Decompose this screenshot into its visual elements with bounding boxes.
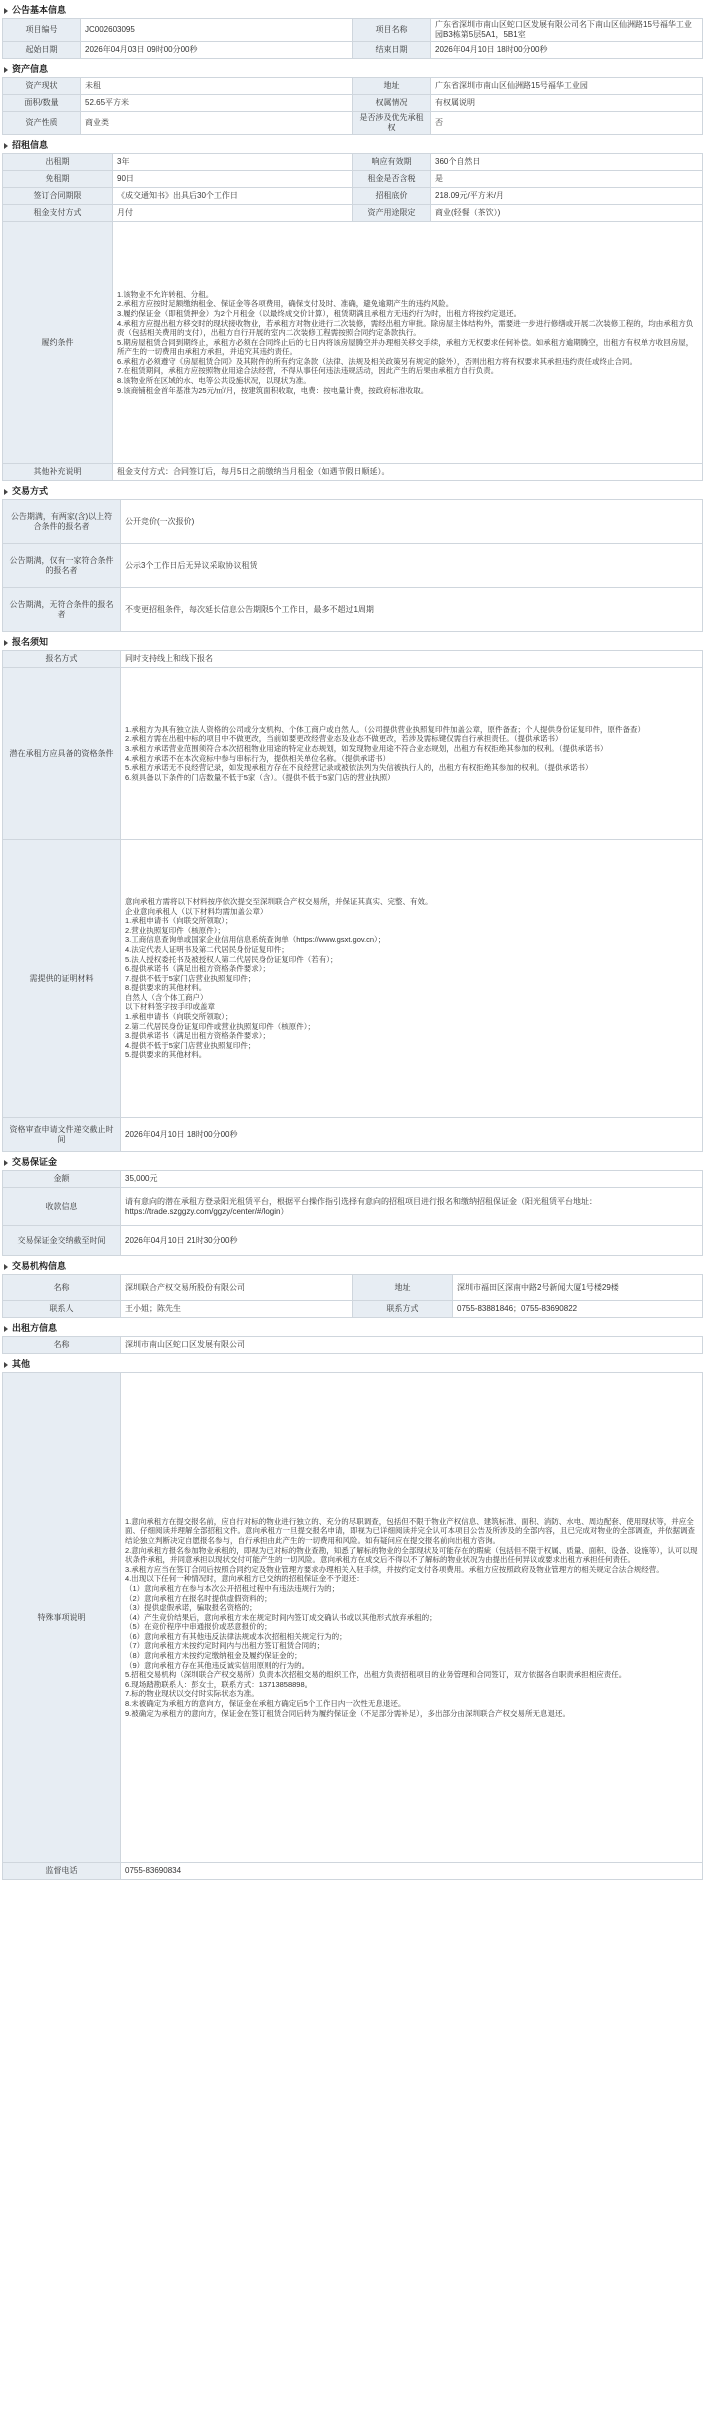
section-title-trade: 交易方式 (0, 483, 704, 499)
lease-tax-label: 租金是否含税 (353, 171, 431, 188)
special-item: 7.标的物业现状以交付时实际状态为准。 (125, 1689, 259, 1699)
signup-deadline-label: 资格审查申请文件递交截止时间 (3, 1118, 121, 1152)
doc-item: 5.提供要求的其他材料。 (125, 1050, 207, 1060)
special-item: 9.被确定为承租方的意向方，保证金在签订租赁合同后转为履约保证金（不足部分需补足），多出部分由深圳联合产权交易所无息退还。 (125, 1708, 571, 1718)
special-item: （8）意向承租方未按约定缴纳租金及履约保证金的； (125, 1651, 302, 1661)
special-item: （2）意向承租方在报名时提供虚假资料的； (125, 1593, 272, 1603)
lease-term-item: 4.承租方应提出租方移交时的现状接收物业，若承租方对物业进行二次装修，需经出租方审批。除房屋主体结构外，需要进一步进行修缮或开展二次装修工程的，均由承租方负责（包括相关费用的支付），出租方自行开展的室内二次装修工程需按照合同约定条款执行。 (117, 318, 694, 338)
asset-address-label: 地址 (353, 78, 431, 95)
doc-item: 意向承租方需将以下材料按序依次提交至深圳联合产权交易所，并保证其真实、完整、有效。 (125, 896, 433, 906)
lease-term-item: 1.该物业不允许转租、分租。 (117, 289, 214, 299)
special-item: （4）产生竞价结果后，意向承租方未在规定时间内签订成交确认书或以其他形式放弃承租的； (125, 1612, 437, 1622)
special-item: （7）意向承租方未按约定时间内与出租方签订租赁合同的； (125, 1641, 325, 1651)
lease-term-item: 7.在租赁期间，承租方应按照物业用途合法经营，不得从事任何违法违规活动，因此产生的后果由承租方自行负责。 (117, 366, 499, 376)
lease-contract-value: 《成交通知书》出具后30个工作日 (113, 188, 353, 205)
org-address-label: 地址 (353, 1275, 453, 1301)
section-title-lessor: 出租方信息 (0, 1320, 704, 1336)
lease-term-item: 6.承租方必须遵守《房屋租赁合同》及其附件的所有约定条款（法律、法规及相关政策另有规定的除外），否则出租方将有权要求其承担违约责任或终止合同。 (117, 356, 638, 366)
lease-other-label: 其他补充说明 (3, 464, 113, 481)
org-phone-label: 联系方式 (353, 1301, 453, 1318)
doc-item: 5.法人授权委托书及被授权人第二代居民身份证复印件（若有）； (125, 954, 338, 964)
project-no-value: JC002603095 (81, 19, 353, 42)
lessor-name-label: 名称 (3, 1337, 121, 1354)
lease-term-item: 5.期房屋租赁合同到期终止，承租方必须在合同终止后的七日内将该房屋腾空并办理相关移交手续，承租方无权要求任何补偿。如承租方逾期腾空，出租方有权单方收回房屋，所产生的一切费用由承租方承担，并追究其违约责任。 (117, 337, 694, 357)
lease-free-value: 90日 (113, 171, 353, 188)
org-name-label: 名称 (3, 1275, 121, 1301)
asset-priority-value: 否 (431, 112, 703, 135)
asset-area-label: 面积/数量 (3, 95, 81, 112)
signup-method-label: 报名方式 (3, 651, 121, 668)
special-label: 特殊事项说明 (3, 1373, 121, 1863)
asset-status-label: 资产现状 (3, 78, 81, 95)
trade-row3-label: 公告期满，无符合条件的报名者 (3, 588, 121, 632)
asset-address-value: 广东省深圳市南山区仙洲路15号福华工业园 (431, 78, 703, 95)
project-no-label: 项目编号 (3, 19, 81, 42)
section-title-other: 其他 (0, 1356, 704, 1372)
qual-item: 5.承租方承诺无不良经营记录，如发现承租方存在不良经营记录或被依法列为失信被执行人的，出租方有权拒绝其参加的权利。（提供承诺书） (125, 763, 593, 773)
deposit-deadline-value: 2026年04月10日 21时30分00秒 (121, 1226, 703, 1256)
special-item: （3）提供虚假承诺，骗取报名资格的； (125, 1603, 257, 1613)
deposit-deadline-label: 交易保证金交纳截至时间 (3, 1226, 121, 1256)
doc-item: 自然人（含个体工商户） (125, 992, 208, 1002)
deposit-amount-value: 35,000元 (121, 1171, 703, 1188)
trade-row1-value: 公开竞价(一次报价) (121, 500, 703, 544)
org-contact-value: 王小姐；陈先生 (121, 1301, 353, 1318)
special-item: 6.现场踏勘联系人：彭女士，联系方式：13713858898。 (125, 1679, 313, 1689)
signup-docs-list (121, 840, 703, 1118)
lease-term-item: 3.履约保证金（即租赁押金）为2个月租金（以最终成交价计算），租赁期满且承租方无违约行为时，出租方将按约定退还。 (117, 308, 522, 318)
triangle-icon (4, 67, 8, 73)
triangle-icon (4, 1160, 8, 1166)
lease-price-label: 招租底价 (353, 188, 431, 205)
triangle-icon (4, 489, 8, 495)
triangle-icon (4, 640, 8, 646)
lease-free-label: 免租期 (3, 171, 113, 188)
signup-deadline-value: 2026年04月10日 18时00分00秒 (121, 1118, 703, 1152)
trade-method-table (2, 499, 703, 632)
deposit-account-label: 收款信息 (3, 1188, 121, 1226)
triangle-icon (4, 1326, 8, 1332)
doc-item: 企业意向承租人（以下材料均需加盖公章） (125, 906, 268, 916)
special-list (121, 1373, 703, 1863)
qual-item: 4.承租方承诺不在本次竞标中参与串标行为，提供相关单位名称。（提供承诺书） (125, 753, 391, 763)
qual-item: 1.承租方为具有独立法人资格的公司或分支机构、个体工商户或自然人。（公司提供营业执照复印件加盖公章，原件备查；个人提供身份证复印件，原件备查） (125, 724, 646, 734)
doc-item: 1.承租申请书（向联交所领取）； (125, 916, 233, 926)
asset-type-label: 资产性质 (3, 112, 81, 135)
triangle-icon (4, 1362, 8, 1368)
other-table (2, 1372, 703, 1880)
triangle-icon (4, 8, 8, 14)
end-date-value: 2026年04月10日 18时00分00秒 (431, 42, 703, 59)
doc-item: 4.法定代表人证明书及第二代居民身份证复印件； (125, 944, 289, 954)
qual-item: 3.承租方承诺营业范围须符合本次招租物业用途的特定业态规划，如发现物业用途不符合业态规划，出租方有权拒绝其参加的权利。（提供承诺书） (125, 743, 608, 753)
lease-terms-list (113, 222, 703, 464)
special-item: （1）意向承租方在参与本次公开招租过程中有违法违规行为的； (125, 1583, 340, 1593)
special-item: 5.招租交易机构（深圳联合产权交易所）负责本次招租交易的组织工作，出租方负责招租项目的业务管理和合同签订，双方依据各自职责承担相应责任。 (125, 1670, 627, 1680)
project-name-value: 广东省深圳市南山区蛇口区发展有限公司名下南山区仙洲路15号福华工业园B3栋第5层5A1，5B1室 (431, 19, 703, 42)
doc-item: 8.提供要求的其他材料。 (125, 983, 207, 993)
trade-row1-label: 公告期满，有两家(含)以上符合条件的报名者 (3, 500, 121, 544)
lease-term-label: 出租期 (3, 154, 113, 171)
triangle-icon (4, 143, 8, 149)
start-date-label: 起始日期 (3, 42, 81, 59)
asset-priority-label: 是否涉及优先承租权 (353, 112, 431, 135)
doc-item: 4.提供不低于5家门店营业执照复印件； (125, 1040, 256, 1050)
org-name-value: 深圳联合产权交易所股份有限公司 (121, 1275, 353, 1301)
lease-pay-value: 月付 (113, 205, 353, 222)
signup-qual-label: 潜在承租方应具备的资格条件 (3, 668, 121, 840)
trade-row2-value: 公示3个工作日后无异议采取协议租赁 (121, 544, 703, 588)
org-contact-label: 联系人 (3, 1301, 121, 1318)
lease-info-table (2, 153, 703, 481)
triangle-icon (4, 1264, 8, 1270)
lease-tax-value: 是 (431, 171, 703, 188)
end-date-label: 结束日期 (353, 42, 431, 59)
section-title-basic: 公告基本信息 (0, 2, 704, 18)
org-address-value: 深圳市福田区深南中路2号新闻大厦1号楼29楼 (453, 1275, 703, 1301)
special-item: （5）在竞价程序中串通报价或恶意报价的； (125, 1622, 272, 1632)
lease-term-item: 8.该物业所在区域的水、电等公共设施状况，以现状为准。 (117, 376, 311, 386)
basic-info-table (2, 18, 703, 59)
doc-item: 6.提供承诺书（满足出租方资格条件要求）； (125, 964, 271, 974)
asset-rights-value: 有权属说明 (431, 95, 703, 112)
start-date-value: 2026年04月03日 09时00分00秒 (81, 42, 353, 59)
project-name-label: 项目名称 (353, 19, 431, 42)
section-title-asset: 资产信息 (0, 61, 704, 77)
trade-row2-label: 公告期满，仅有一家符合条件的报名者 (3, 544, 121, 588)
section-title-signup: 报名须知 (0, 634, 704, 650)
lease-term-item: 2.承租方应按时足额缴纳租金、保证金等各项费用，确保支付及时、准确，避免逾期产生的违约风险。 (117, 299, 454, 309)
lease-other-value: 租金支付方式：合同签订后，每月5日之前缴纳当月租金（如遇节假日顺延）。 (113, 464, 703, 481)
doc-item: 1.承租申请书（向联交所领取）； (125, 1012, 233, 1022)
org-phone-value: 0755-83881846；0755-83690822 (453, 1301, 703, 1318)
supervise-value: 0755-83690834 (121, 1863, 703, 1880)
doc-item: 以下材料签字按手印或盖章 (125, 1002, 215, 1012)
asset-info-table (2, 77, 703, 135)
lease-response-label: 响应有效期 (353, 154, 431, 171)
signup-qual-list (121, 668, 703, 840)
doc-item: 3.工商信息查询单或国家企业信用信息系统查询单（https://www.gsxt.gov.cn）； (125, 935, 386, 945)
special-item: （9）意向承租方存在其他违反诚实信用原则的行为的。 (125, 1660, 310, 1670)
special-item: 4.出现以下任何一种情况时，意向承租方已交纳的招租保证金不予退还： (125, 1574, 364, 1584)
special-item: 3.承租方应当在签订合同后按照合同约定及物业管理方要求办理相关入驻手续，并按约定支付各项费用。承租方应按照政府及物业管理方的相关规定合法合规经营。 (125, 1564, 664, 1574)
signup-method-value: 同时支持线上和线下报名 (121, 651, 703, 668)
special-item: （6）意向承租方有其他违反法律法规或本次招租相关规定行为的； (125, 1631, 347, 1641)
doc-item: 2.营业执照复印件（核原件）； (125, 925, 226, 935)
doc-item: 3.提供承诺书（满足出租方资格条件要求）； (125, 1031, 271, 1041)
asset-rights-label: 权属情况 (353, 95, 431, 112)
asset-type-value: 商业类 (81, 112, 353, 135)
lease-pay-label: 租金支付方式 (3, 205, 113, 222)
signup-docs-label: 需提供的证明材料 (3, 840, 121, 1118)
deposit-account-value: 请有意向的潜在承租方登录阳光租赁平台，根据平台操作指引选择有意向的招租项目进行报名和缴纳招租保证金（阳光租赁平台地址：https://trade.szggzy.com/ggzy/center/#/login） (121, 1188, 703, 1226)
lease-term-value: 3年 (113, 154, 353, 171)
signup-table (2, 650, 703, 1152)
lessor-table (2, 1336, 703, 1354)
qual-item: 6.须具备以下条件的门店数量不低于5家（含）。（提供不低于5家门店的营业执照） (125, 772, 395, 782)
trade-row3-value: 不变更招租条件，每次延长信息公告期限5个工作日，最多不超过1周期 (121, 588, 703, 632)
section-title-deposit: 交易保证金 (0, 1154, 704, 1170)
org-table (2, 1274, 703, 1318)
doc-item: 7.提供不低于5家门店营业执照复印件； (125, 973, 256, 983)
lease-response-value: 360个自然日 (431, 154, 703, 171)
special-item: 8.未被确定为承租方的意向方，保证金在承租方确定后5个工作日内一次性无息退还。 (125, 1699, 406, 1709)
lessor-name-value: 深圳市南山区蛇口区发展有限公司 (121, 1337, 703, 1354)
deposit-amount-label: 金额 (3, 1171, 121, 1188)
doc-item: 2.第二代居民身份证复印件或营业执照复印件（核原件）； (125, 1021, 316, 1031)
qual-item: 2.承租方需在出租中标的项目中不做更改，当前如要更改经营业态及业态不做更改，若涉及需标键仅需自行承担责任。（提供承诺书） (125, 734, 563, 744)
section-title-lease: 招租信息 (0, 137, 704, 153)
lease-terms-label: 履约条件 (3, 222, 113, 464)
deposit-table (2, 1170, 703, 1256)
lease-use-value: 商业(轻餐（茶饮）) (431, 205, 703, 222)
asset-area-value: 52.65平方米 (81, 95, 353, 112)
asset-status-value: 未租 (81, 78, 353, 95)
lease-term-item: 9.该商铺租金首年基准为25元/㎡/月，按建筑面积收取，电费：按电量计费，按政府标准收取。 (117, 385, 429, 395)
supervise-label: 监督电话 (3, 1863, 121, 1880)
section-title-org: 交易机构信息 (0, 1258, 704, 1274)
lease-price-value: 218.09元/平方米/月 (431, 188, 703, 205)
special-item: 1.意向承租方在提交报名前，应自行对标的物业进行独立的、充分的尽职调查，包括但不限于物业产权信息、建筑标准、面积、消防、水电、周边配套、使用现状等，并应全面、仔细阅读并理解全部招租文件。意向承租方一旦提交报名申请，即视为已详细阅读并完全认可本项目公告及所涉及的全部内容，且已完成对物业的全部调查，并依据调查结论独立判断决定自愿报名参与，自行承担由此产生的一切费用和风险。如有疑问应在提交报名前向出租方咨询。 (125, 1516, 695, 1545)
lease-use-label: 资产用途限定 (353, 205, 431, 222)
lease-contract-label: 签订合同期限 (3, 188, 113, 205)
special-item: 2.意向承租方报名参加物业承租的，即视为已对标的物业查勘，知悉了解标的物业的全部现状及可能存在的瑕疵（包括但不限于权属、质量、面积、设备、设施等），认可以现状条件承租，并同意承担以现状交付可能产生的一切风险。意向承租方在成交后不得以不了解标的物业状况为由提出任何异议或要求出租方承担任何责任。 (125, 1545, 698, 1565)
